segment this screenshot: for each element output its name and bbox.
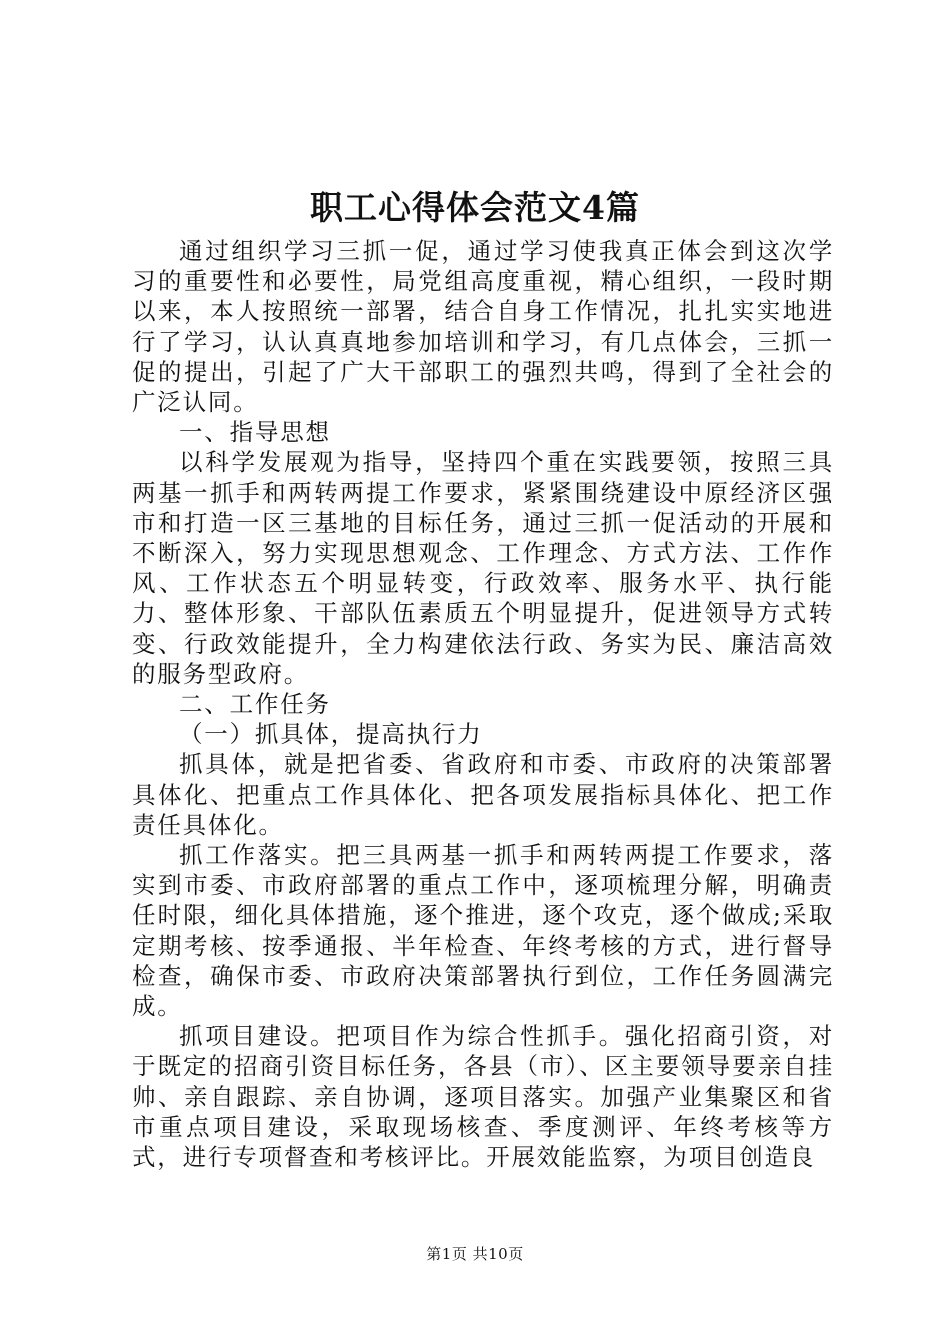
- paragraph-work-implementation: 抓工作落实。把三具两基一抓手和两转两提工作要求，落实到市委、市政府部署的重点工作中，逐项梳理分解，明确责任时限，细化具体措施，逐个推进，逐个攻克，逐个做成;采取定期考核、按季通报、半年检查、年终考核的方式，进行督导检查，确保市委、市政府决策部署执行到位，工作任务圆满完成。: [132, 841, 834, 1021]
- paragraph-intro: 通过组织学习三抓一促，通过学习使我真正体会到这次学习的重要性和必要性，局党组高度重视，精心组织，一段时期以来，本人按照统一部署，结合自身工作情况，扎扎实实地进行了学习，认认真真地参加培训和学习，有几点体会，三抓一促的提出，引起了广大干部职工的强烈共鸣，得到了全社会的广泛认同。: [132, 237, 834, 417]
- section-heading-guiding-thought: 一、指导思想: [179, 418, 331, 447]
- paragraph-concretize: 抓具体，就是把省委、省政府和市委、市政府的决策部署具体化、把重点工作具体化、把各项发展指标具体化、把工作责任具体化。: [132, 750, 834, 839]
- paragraph-guiding-thought: 以科学发展观为指导，坚持四个重在实践要领，按照三具两基一抓手和两转两提工作要求，紧紧围绕建设中原经济区强市和打造一区三基地的目标任务，通过三抓一促活动的开展和不断深入，努力实现思想观念、工作理念、方式方法、工作作风、工作状态五个明显转变，行政效率、服务水平、执行能力、整体形象、干部队伍素质五个明显提升，促进领导方式转变、行政效能提升，全力构建依法行政、务实为民、廉洁高效的服务型政府。: [132, 448, 834, 688]
- document-title: 职工心得体会范文4篇: [310, 188, 640, 227]
- paragraph-project-construction: 抓项目建设。把项目作为综合性抓手。强化招商引资，对于既定的招商引资目标任务，各县（市）、区主要领导要亲自挂帅、亲自跟踪、亲自协调，逐项目落实。加强产业集聚区和省市重点项目建设，采取现场核查、季度测评、年终考核等方式，进行专项督查和考核评比。开展效能监察，为项目创造良: [132, 1022, 834, 1172]
- document-body: [132, 236, 834, 1172]
- section-heading-work-tasks: 二、工作任务: [179, 690, 331, 719]
- page-number-footer: 第1页 共10页: [426, 1245, 524, 1263]
- subsection-heading-execution: （一）抓具体，提高执行力: [179, 720, 483, 749]
